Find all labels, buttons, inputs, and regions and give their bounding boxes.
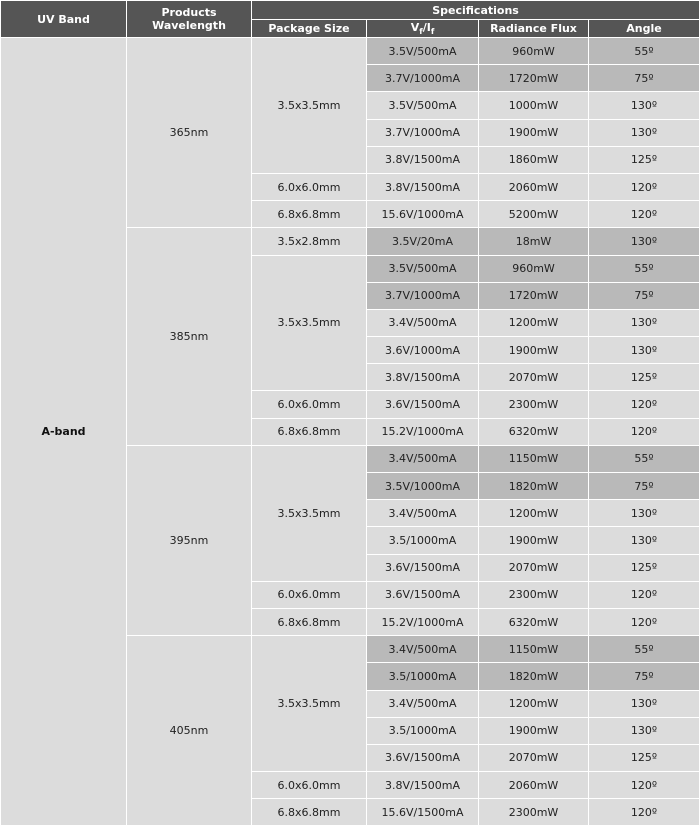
radiance-flux-cell: 1720mW	[479, 282, 589, 309]
angle-cell: 120º	[589, 772, 700, 799]
vf-if-cell: 3.6V/1500mA	[367, 581, 479, 608]
header-vf-sub: f	[419, 27, 423, 37]
wavelength-cell: 365nm	[127, 38, 252, 228]
vf-if-cell: 3.4V/500mA	[367, 500, 479, 527]
radiance-flux-cell: 1900mW	[479, 337, 589, 364]
radiance-flux-cell: 18mW	[479, 228, 589, 255]
vf-if-cell: 15.2V/1000mA	[367, 418, 479, 445]
vf-if-cell: 3.8V/1500mA	[367, 772, 479, 799]
package-size-cell: 6.8x6.8mm	[252, 799, 367, 826]
angle-cell: 125º	[589, 146, 700, 173]
angle-cell: 125º	[589, 744, 700, 771]
angle-cell: 130º	[589, 309, 700, 336]
header-radiance-flux: Radiance Flux	[479, 20, 589, 38]
header-vf-v: V	[410, 20, 420, 34]
radiance-flux-cell: 1900mW	[479, 527, 589, 554]
radiance-flux-cell: 1000mW	[479, 92, 589, 119]
header-products-wavelength	[127, 1, 252, 38]
radiance-flux-cell: 1200mW	[479, 690, 589, 717]
angle-cell: 120º	[589, 173, 700, 200]
radiance-flux-cell: 2070mW	[479, 364, 589, 391]
angle-cell: 75º	[589, 65, 700, 92]
vf-if-cell: 3.5V/500mA	[367, 255, 479, 282]
package-size-cell: 3.5x3.5mm	[252, 445, 367, 581]
header-vf-if	[367, 20, 479, 38]
angle-cell: 130º	[589, 119, 700, 146]
radiance-flux-cell: 1900mW	[479, 717, 589, 744]
vf-if-cell: 3.5/1000mA	[367, 717, 479, 744]
vf-if-cell: 3.5/1000mA	[367, 663, 479, 690]
package-size-cell: 6.0x6.0mm	[252, 772, 367, 799]
package-size-cell: 6.8x6.8mm	[252, 418, 367, 445]
package-size-cell: 6.0x6.0mm	[252, 391, 367, 418]
vf-if-cell: 15.6V/1000mA	[367, 201, 479, 228]
vf-if-cell: 3.7V/1000mA	[367, 119, 479, 146]
angle-cell: 120º	[589, 418, 700, 445]
vf-if-cell: 3.5/1000mA	[367, 527, 479, 554]
vf-if-cell: 3.6V/1500mA	[367, 554, 479, 581]
radiance-flux-cell: 2060mW	[479, 772, 589, 799]
angle-cell: 130º	[589, 337, 700, 364]
angle-cell: 120º	[589, 391, 700, 418]
angle-cell: 120º	[589, 608, 700, 635]
vf-if-cell: 3.4V/500mA	[367, 690, 479, 717]
header-if-i: /I	[422, 20, 431, 34]
radiance-flux-cell: 1150mW	[479, 636, 589, 663]
vf-if-cell: 3.8V/1500mA	[367, 364, 479, 391]
angle-cell: 55º	[589, 255, 700, 282]
angle-cell: 120º	[589, 201, 700, 228]
wavelength-cell: 395nm	[127, 445, 252, 635]
radiance-flux-cell: 1720mW	[479, 65, 589, 92]
vf-if-cell: 15.6V/1500mA	[367, 799, 479, 826]
vf-if-cell: 3.7V/1000mA	[367, 65, 479, 92]
radiance-flux-cell: 1820mW	[479, 473, 589, 500]
header-if-sub: f	[430, 27, 435, 37]
package-size-cell: 3.5x3.5mm	[252, 38, 367, 174]
angle-cell: 75º	[589, 663, 700, 690]
vf-if-cell: 3.6V/1000mA	[367, 337, 479, 364]
radiance-flux-cell: 2300mW	[479, 391, 589, 418]
radiance-flux-cell: 1820mW	[479, 663, 589, 690]
uv-band-cell: A-band	[1, 38, 127, 826]
radiance-flux-cell: 960mW	[479, 255, 589, 282]
header-specifications: Specifications	[252, 1, 700, 20]
radiance-flux-cell: 2060mW	[479, 173, 589, 200]
header-angle: Angle	[589, 20, 700, 38]
radiance-flux-cell: 2070mW	[479, 554, 589, 581]
package-size-cell: 3.5x2.8mm	[252, 228, 367, 255]
vf-if-cell: 3.8V/1500mA	[367, 173, 479, 200]
package-size-cell: 6.0x6.0mm	[252, 581, 367, 608]
radiance-flux-cell: 2300mW	[479, 799, 589, 826]
header-wavelength-line: Wavelength	[152, 19, 226, 32]
package-size-cell: 3.5x3.5mm	[252, 255, 367, 391]
radiance-flux-cell: 5200mW	[479, 201, 589, 228]
radiance-flux-cell: 1150mW	[479, 445, 589, 472]
angle-cell: 55º	[589, 38, 700, 65]
radiance-flux-cell: 1200mW	[479, 500, 589, 527]
vf-if-cell: 3.5V/20mA	[367, 228, 479, 255]
vf-if-cell: 3.5V/1000mA	[367, 473, 479, 500]
package-size-cell: 6.8x6.8mm	[252, 608, 367, 635]
radiance-flux-cell: 2070mW	[479, 744, 589, 771]
angle-cell: 120º	[589, 581, 700, 608]
radiance-flux-cell: 1900mW	[479, 119, 589, 146]
angle-cell: 130º	[589, 500, 700, 527]
angle-cell: 130º	[589, 527, 700, 554]
vf-if-cell: 3.7V/1000mA	[367, 282, 479, 309]
angle-cell: 125º	[589, 364, 700, 391]
angle-cell: 125º	[589, 554, 700, 581]
header-products-line: Products	[161, 6, 217, 19]
vf-if-cell: 3.4V/500mA	[367, 309, 479, 336]
angle-cell: 130º	[589, 92, 700, 119]
angle-cell: 55º	[589, 445, 700, 472]
vf-if-cell: 3.6V/1500mA	[367, 391, 479, 418]
header-package-size: Package Size	[252, 20, 367, 38]
vf-if-cell: 3.5V/500mA	[367, 92, 479, 119]
angle-cell: 75º	[589, 282, 700, 309]
vf-if-cell: 3.8V/1500mA	[367, 146, 479, 173]
table-row	[1, 38, 700, 65]
radiance-flux-cell: 2300mW	[479, 581, 589, 608]
spec-table-body	[1, 38, 700, 826]
vf-if-cell: 3.4V/500mA	[367, 445, 479, 472]
radiance-flux-cell: 6320mW	[479, 608, 589, 635]
radiance-flux-cell: 1200mW	[479, 309, 589, 336]
angle-cell: 130º	[589, 717, 700, 744]
vf-if-cell: 3.5V/500mA	[367, 38, 479, 65]
angle-cell: 130º	[589, 228, 700, 255]
header-uv-band: UV Band	[1, 1, 127, 38]
wavelength-cell: 385nm	[127, 228, 252, 446]
package-size-cell: 3.5x3.5mm	[252, 636, 367, 772]
angle-cell: 75º	[589, 473, 700, 500]
wavelength-cell: 405nm	[127, 636, 252, 826]
radiance-flux-cell: 960mW	[479, 38, 589, 65]
package-size-cell: 6.8x6.8mm	[252, 201, 367, 228]
angle-cell: 55º	[589, 636, 700, 663]
package-size-cell: 6.0x6.0mm	[252, 173, 367, 200]
vf-if-cell: 15.2V/1000mA	[367, 608, 479, 635]
vf-if-cell: 3.6V/1500mA	[367, 744, 479, 771]
angle-cell: 120º	[589, 799, 700, 826]
radiance-flux-cell: 6320mW	[479, 418, 589, 445]
radiance-flux-cell: 1860mW	[479, 146, 589, 173]
vf-if-cell: 3.4V/500mA	[367, 636, 479, 663]
angle-cell: 130º	[589, 690, 700, 717]
